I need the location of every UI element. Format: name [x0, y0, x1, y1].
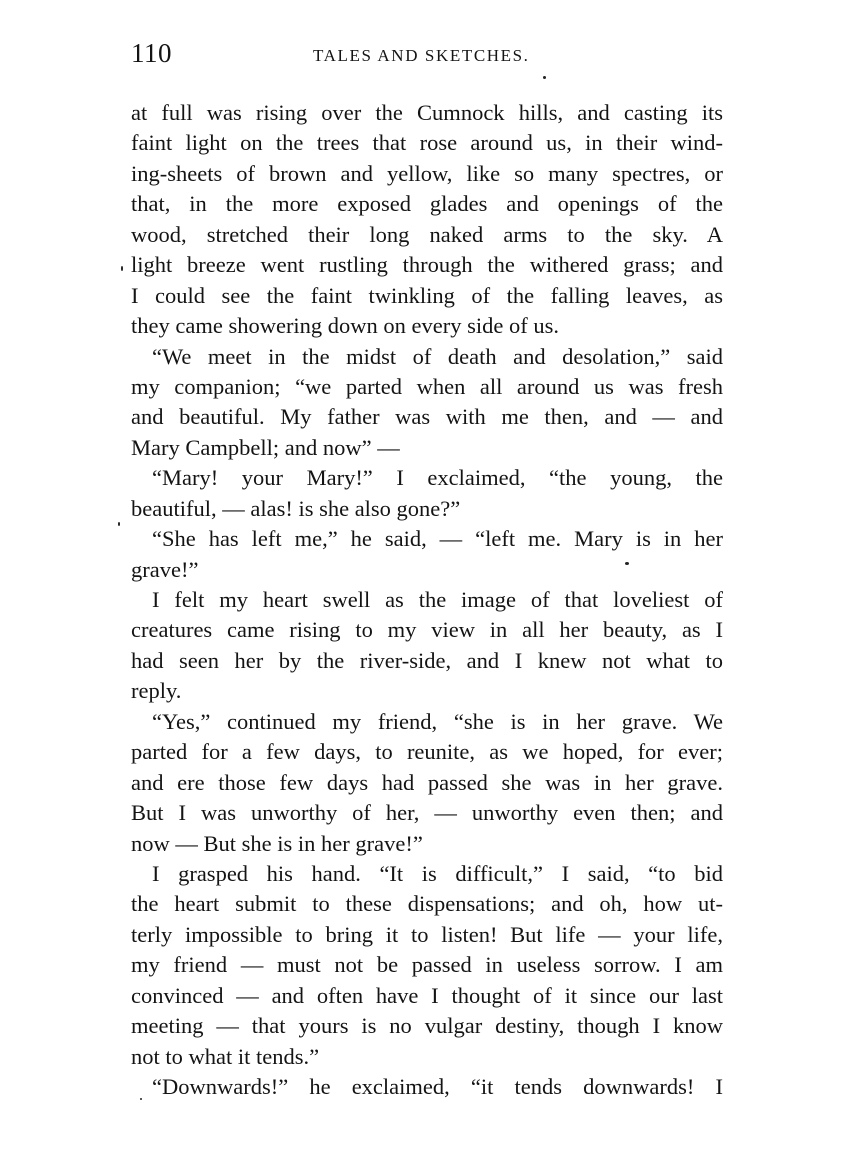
text-line: creatures came rising to my view in all her beauty, as I — [131, 617, 723, 643]
text-line: that, in the more exposed glades and openings of the — [131, 191, 723, 217]
text-line: terly impossible to bring it to listen! But life — your life, — [131, 921, 723, 947]
text-line: reply. — [131, 678, 182, 704]
text-line: I grasped his hand. “It is difficult,” I said, “to bid — [152, 860, 723, 886]
text-line: faint light on the trees that rose around us, in their wind- — [131, 130, 723, 156]
text-line: I felt my heart swell as the image of that loveliest of — [152, 587, 723, 612]
text-line: they came showering down on every side of us. — [131, 313, 560, 339]
body-text — [131, 98, 723, 1102]
text-line: beautiful, — alas! is she also gone?” — [131, 495, 461, 521]
text-line: now — But she is in her grave!” — [131, 830, 423, 856]
text-line: my companion; “we parted when all around us was fresh — [131, 373, 723, 399]
text-line: parted for a few days, to reunite, as we hoped, for ever; — [131, 739, 723, 765]
print-speck — [118, 522, 120, 526]
text-line: light breeze went rustling through the withered grass; and — [131, 252, 723, 278]
text-line: But I was unworthy of her, — unworthy even then; and — [131, 800, 723, 826]
text-line: “She has left me,” he said, — “left me. Mary is in her — [152, 526, 723, 552]
text-line: wood, stretched their long naked arms to the sky. A — [131, 221, 723, 247]
text-line: ing-sheets of brown and yellow, like so many spectres, or — [131, 160, 723, 186]
text-line: and ere those few days had passed she was in her grave. — [131, 769, 723, 795]
text-line: Mary Campbell; and now” — — [131, 434, 400, 460]
print-speck — [625, 562, 629, 565]
text-line: meeting — that yours is no vulgar destiny, though I know — [131, 1013, 723, 1039]
text-line: I could see the faint twinkling of the falling leaves, as — [131, 282, 723, 308]
text-line: “Downwards!” he exclaimed, “it tends downwards! I — [152, 1074, 723, 1099]
page-number: 110 — [131, 38, 172, 68]
running-head — [131, 38, 723, 72]
text-line: “We meet in the midst of death and desolation,” said — [152, 343, 723, 369]
text-line: my friend — must not be passed in useless sorrow. I am — [131, 952, 723, 978]
print-speck — [121, 266, 123, 271]
text-line: at full was rising over the Cumnock hills, and casting its — [131, 100, 723, 125]
print-speck — [140, 1098, 142, 1100]
text-line: and beautiful. My father was with me then, and — and — [131, 404, 723, 430]
text-line: not to what it tends.” — [131, 1043, 320, 1069]
print-speck — [543, 76, 546, 79]
text-line: grave!” — [131, 556, 199, 582]
text-line: convinced — and often have I thought of it since our last — [131, 982, 723, 1008]
text-line: “Yes,” continued my friend, “she is in her grave. We — [152, 708, 723, 734]
text-line: “Mary! your Mary!” I exclaimed, “the young, the — [152, 465, 723, 491]
text-line: the heart submit to these dispensations; and oh, how ut- — [131, 891, 723, 917]
text-line: had seen her by the river-side, and I knew not what to — [131, 647, 723, 673]
running-title: TALES AND SKETCHES. — [313, 46, 530, 65]
